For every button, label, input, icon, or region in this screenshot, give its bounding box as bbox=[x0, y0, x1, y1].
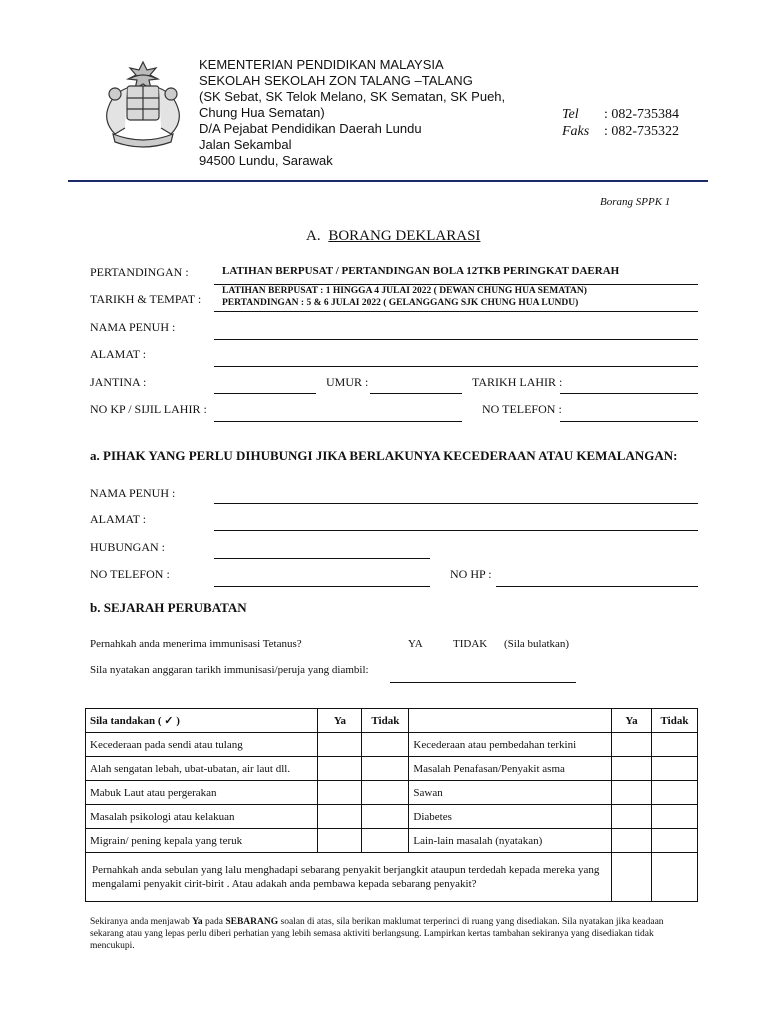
col-yes-header-2 bbox=[612, 709, 652, 733]
crest-logo bbox=[93, 58, 193, 150]
col-no-text: Tidak bbox=[371, 714, 400, 727]
address-field[interactable] bbox=[214, 366, 698, 367]
table-row bbox=[86, 781, 698, 805]
ministry-address-block bbox=[199, 57, 505, 169]
yes-cell[interactable] bbox=[318, 781, 362, 805]
immunisation-date-field[interactable] bbox=[390, 682, 576, 683]
no-cell[interactable] bbox=[362, 805, 409, 829]
tel-line bbox=[562, 107, 679, 123]
table-row bbox=[86, 757, 698, 781]
form-title bbox=[306, 228, 480, 245]
competition-value: LATIHAN BERPUSAT / PERTANDINGAN BOLA 12TKB PERINGKAT DAERAH bbox=[222, 265, 620, 277]
footer-part-1: Sekiranya anda menjawab bbox=[90, 917, 193, 927]
relationship-label: HUBUNGAN : bbox=[90, 540, 165, 554]
ic-field[interactable] bbox=[214, 421, 462, 422]
condition-left: Migrain/ pening kepala yang teruk bbox=[86, 829, 318, 853]
no-cell[interactable] bbox=[651, 853, 697, 902]
condition-right: Masalah Penafasan/Penyakit asma bbox=[409, 757, 612, 781]
no-cell[interactable] bbox=[651, 757, 697, 781]
birth-date-field[interactable] bbox=[560, 393, 698, 394]
table-row-final-question bbox=[86, 853, 698, 902]
gender-label: JANTINA : bbox=[90, 375, 147, 389]
date-place-underline bbox=[214, 311, 698, 312]
yes-cell[interactable] bbox=[318, 829, 362, 853]
footer-sebarang: SEBARANG bbox=[225, 917, 279, 927]
birth-date-label: TARIKH LAHIR : bbox=[472, 375, 563, 389]
table-row bbox=[86, 805, 698, 829]
no-cell[interactable] bbox=[362, 757, 409, 781]
yes-cell[interactable] bbox=[318, 757, 362, 781]
tel-value: : 082-735384 bbox=[604, 107, 680, 122]
condition-right: Kecederaan atau pembedahan terkini bbox=[409, 733, 612, 757]
tetanus-question: Pernahkah anda menerima immunisasi Tetanus? bbox=[90, 638, 302, 650]
date-place-line-2: PERTANDINGAN : 5 & 6 JULAI 2022 ( GELANGGANG SJK CHUNG HUA LUNDU) bbox=[222, 298, 579, 308]
phone-field[interactable] bbox=[560, 421, 698, 422]
competition-underline bbox=[214, 284, 698, 285]
infectious-disease-question: Pernahkah anda sebulan yang lalu menghadapi sebarang penyakit berjangkit ataupun terdedah kepada mereka yang mengalami penyakit cirit-birit . Atau adakah anda pembawa kepada sebarang penyakit? bbox=[86, 853, 612, 902]
tel-label: Tel bbox=[562, 107, 579, 122]
condition-right: Diabetes bbox=[409, 805, 612, 829]
full-name-label: NAMA PENUH : bbox=[90, 320, 176, 334]
table-header-row bbox=[86, 709, 698, 733]
section-a-title: a. PIHAK YANG PERLU DIHUBUNGI JIKA BERLAKUNYA KECEDERAAN ATAU KEMALANGAN: bbox=[90, 448, 678, 463]
condition-left: Kecederaan pada sendi atau tulang bbox=[86, 733, 318, 757]
section-b-title: b. SEJARAH PERUBATAN bbox=[90, 600, 247, 615]
date-place-label: TARIKH & TEMPAT : bbox=[90, 292, 202, 306]
circle-note: (Sila bulatkan) bbox=[504, 638, 570, 650]
fax-line bbox=[562, 124, 679, 140]
yes-cell[interactable] bbox=[612, 781, 652, 805]
form-code: Borang SPPK 1 bbox=[600, 196, 671, 208]
header-line-3: (SK Sebat, SK Telok Melano, SK Sematan, SK Pueh, bbox=[199, 89, 506, 104]
no-cell[interactable] bbox=[362, 829, 409, 853]
blank-header bbox=[409, 709, 612, 733]
header-line-4: Chung Hua Sematan) bbox=[199, 105, 325, 120]
fax-label: Faks bbox=[562, 124, 590, 139]
no-cell[interactable] bbox=[362, 781, 409, 805]
yes-cell[interactable] bbox=[612, 805, 652, 829]
age-label: UMUR : bbox=[326, 375, 369, 389]
contact-address-field[interactable] bbox=[214, 530, 698, 531]
fax-value: : 082-735322 bbox=[604, 124, 680, 139]
condition-left: Mabuk Laut atau pergerakan bbox=[86, 781, 318, 805]
header-line-1: KEMENTERIAN PENDIDIKAN MALAYSIA bbox=[199, 57, 444, 72]
yes-cell[interactable] bbox=[318, 733, 362, 757]
no-cell[interactable] bbox=[362, 733, 409, 757]
table-row bbox=[86, 733, 698, 757]
immunisation-date-label: Sila nyatakan anggaran tarikh immunisasi/peruja yang diambil: bbox=[90, 664, 369, 676]
yes-cell[interactable] bbox=[612, 757, 652, 781]
age-field[interactable] bbox=[370, 393, 462, 394]
contact-name-label: NAMA PENUH : bbox=[90, 486, 176, 500]
mark-instruction-text: Sila tandakan ( ✓ ) bbox=[90, 715, 180, 727]
competition-label: PERTANDINGAN : bbox=[90, 265, 189, 279]
contact-phone-field[interactable] bbox=[214, 586, 430, 587]
contact-phone-label: NO TELEFON : bbox=[90, 567, 170, 581]
col-yes-text: Ya bbox=[333, 714, 347, 727]
header-line-2: SEKOLAH SEKOLAH ZON TALANG –TALANG bbox=[199, 73, 473, 88]
table-row bbox=[86, 829, 698, 853]
full-name-field[interactable] bbox=[214, 339, 698, 340]
yes-cell[interactable] bbox=[318, 805, 362, 829]
condition-right: Lain-lain masalah (nyatakan) bbox=[409, 829, 612, 853]
address-label: ALAMAT : bbox=[90, 347, 147, 361]
no-cell[interactable] bbox=[651, 733, 697, 757]
col-no-header bbox=[362, 709, 409, 733]
hp-field[interactable] bbox=[496, 586, 698, 587]
title-text: BORANG DEKLARASI bbox=[328, 228, 481, 244]
no-cell[interactable] bbox=[651, 805, 697, 829]
contact-name-field[interactable] bbox=[214, 503, 698, 504]
footer-ya: Ya bbox=[192, 917, 203, 927]
title-prefix: A. bbox=[306, 228, 321, 244]
no-cell[interactable] bbox=[651, 829, 697, 853]
footer-part-2: pada bbox=[202, 917, 226, 927]
header-divider bbox=[68, 180, 708, 182]
header-line-6: Jalan Sekambal bbox=[199, 137, 292, 152]
gender-field[interactable] bbox=[214, 393, 316, 394]
tetanus-yes[interactable]: YA bbox=[408, 638, 423, 650]
yes-cell[interactable] bbox=[612, 853, 652, 902]
medical-history-table bbox=[85, 708, 698, 902]
col-yes-header bbox=[318, 709, 362, 733]
hp-label: NO HP : bbox=[450, 567, 492, 581]
ic-label: NO KP / SIJIL LAHIR : bbox=[90, 402, 207, 416]
condition-right: Sawan bbox=[409, 781, 612, 805]
relationship-field[interactable] bbox=[214, 558, 430, 559]
header-line-7: 94500 Lundu, Sarawak bbox=[199, 153, 333, 168]
tetanus-no[interactable]: TIDAK bbox=[453, 638, 488, 650]
condition-left: Masalah psikologi atau kelakuan bbox=[86, 805, 318, 829]
mark-instruction bbox=[86, 709, 318, 733]
yes-cell[interactable] bbox=[612, 733, 652, 757]
no-cell[interactable] bbox=[651, 781, 697, 805]
col-yes-text-2: Ya bbox=[625, 714, 638, 727]
date-place-line-1: LATIHAN BERPUSAT : 1 HINGGA 4 JULAI 2022 ( DEWAN CHUNG HUA SEMATAN) bbox=[222, 286, 587, 296]
footer-part-3: soalan di atas, sila berikan maklumat terperinci di ruang yang disediakan. Sila nyatakan jika keadaan sekarang atau yang lepas perlu diberi perhatian yang lebih semasa aktiviti berlangsung. Lampirkan kertas tambahan sekiranya yang disediakan tidak mencukupi. bbox=[90, 917, 664, 951]
footer-note bbox=[90, 916, 690, 952]
yes-cell[interactable] bbox=[612, 829, 652, 853]
condition-left: Alah sengatan lebah, ubat-ubatan, air laut dll. bbox=[86, 757, 318, 781]
header-line-5: D/A Pejabat Pendidikan Daerah Lundu bbox=[199, 121, 422, 136]
phone-label: NO TELEFON : bbox=[482, 402, 562, 416]
col-no-text-2: Tidak bbox=[660, 714, 689, 727]
contact-address-label: ALAMAT : bbox=[90, 512, 147, 526]
col-no-header-2 bbox=[651, 709, 697, 733]
